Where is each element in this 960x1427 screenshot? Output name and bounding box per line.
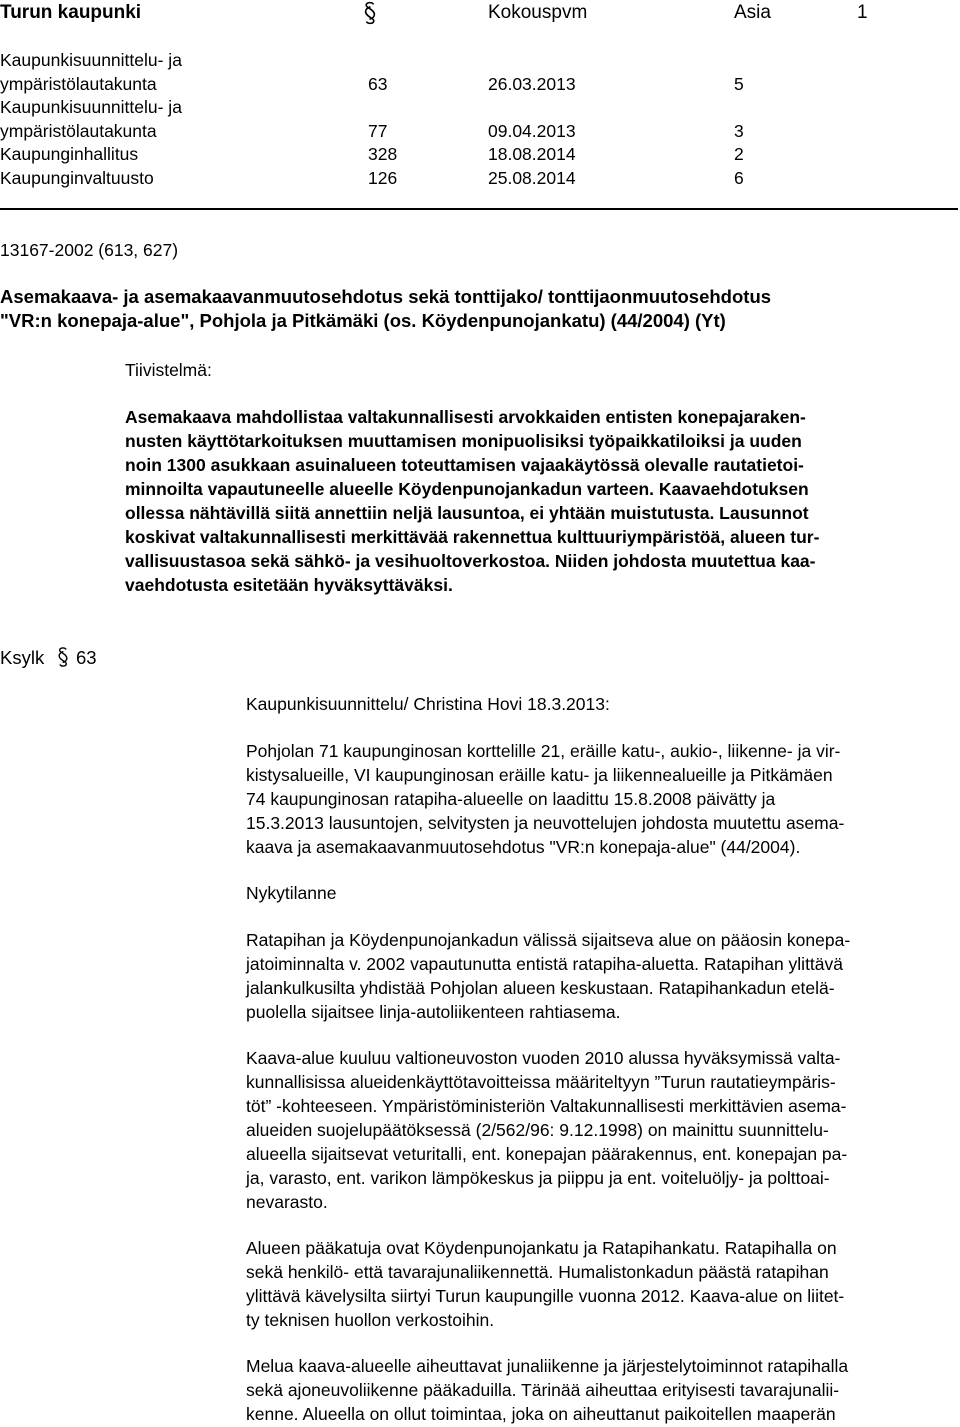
paragraph-line: Kaava-alue kuuluu valtioneuvoston vuoden 2010 alussa hyväksymissä valta- <box>246 1048 841 1068</box>
summary-line: minnoilta vapautuneelle alueelle Köydenpunojankadun varteen. Kaavaehdotuksen <box>125 479 809 499</box>
section-sign-icon <box>362 0 378 26</box>
paragraph-line: Pohjolan 71 kaupunginosan korttelille 21, eräille katu-, aukio-, liikenne- ja vir- <box>246 741 841 761</box>
history-date: 26.03.2013 <box>488 74 576 94</box>
meeting-date-label: Kokouspvm <box>488 2 588 23</box>
history-body-line1: Kaupunkisuunnittelu- ja <box>0 97 182 117</box>
history-item: 5 <box>734 74 744 94</box>
summary-line: vallisuustasoa sekä sähkö- ja vesihuoltoverkostoa. Niiden johdosta muutettua kaa- <box>125 551 816 571</box>
paragraph-line: puolella sijaitsee linja-autoliikenteen rahtiasema. <box>246 1002 621 1022</box>
history-date: 18.08.2014 <box>488 144 576 164</box>
history-body-line2: ympäristölautakunta <box>0 121 157 141</box>
paragraph-line: alueiden suojelupäätöksessä (2/562/96: 9.12.1998) on mainittu suunnittelu- <box>246 1120 829 1140</box>
paragraph-line: kaava ja asemakaavanmuutosehdotus "VR:n konepaja-alue" (44/2004). <box>246 837 801 857</box>
section-sign-icon <box>56 645 70 669</box>
summary-line: noin 1300 asukkaan asuinalueen toteuttamisen vajaakäytössä olevalle rautatietoi- <box>125 455 804 475</box>
history-body-line2: ympäristölautakunta <box>0 74 157 94</box>
item-label: Asia <box>734 2 771 23</box>
case-title-line: Asemakaava- ja asemakaavanmuutosehdotus sekä tonttijako/ tonttijaonmuutosehdotus <box>0 286 772 307</box>
history-item: 6 <box>734 168 744 188</box>
paragraph-line: Alueen pääkatuja ovat Köydenpunojankatu ja Ratapihankatu. Ratapihalla on <box>246 1238 837 1258</box>
paragraph-line: ylittävä kävelysilta siirtyi Turun kaupungille vuonna 2012. Kaava-alue on liitet- <box>246 1286 845 1306</box>
paragraph-line: jalankulkusilta yhdistää Pohjolan alueen keskustaan. Ratapihankadun etelä- <box>246 978 835 998</box>
history-section: 77 <box>368 121 388 141</box>
organization-name: Turun kaupunki <box>0 2 142 23</box>
horizontal-divider <box>0 208 958 210</box>
intro-paragraph <box>246 739 844 859</box>
summary-line: Asemakaava mahdollistaa valtakunnallisesti arvokkaiden entisten konepajaraken- <box>125 407 806 427</box>
history-body-line1: Kaupunginhallitus <box>0 144 139 164</box>
case-title-line: "VR:n konepaja-alue", Pohjola ja Pitkämäki (os. Köydenpunojankatu) (44/2004) (Yt) <box>0 310 726 331</box>
paragraph-line: 74 kaupunginosan ratapiha-alueelle on laadittu 15.8.2008 päivätty ja <box>246 789 776 809</box>
history-date: 09.04.2013 <box>488 121 576 141</box>
paragraph-line: Melua kaava-alueelle aiheuttavat junaliikenne ja järjestelytoiminnot ratapihalla <box>246 1356 849 1376</box>
summary-text <box>125 405 819 597</box>
paragraph-line: kistysalueille, VI kaupunginosan eräille katu- ja liikennealueille ja Pitkämäen <box>246 765 833 785</box>
summary-line: ollessa nähtävillä siitä annettiin neljä lausuntoa, ei yhtään muistutusta. Lausunnot <box>125 503 809 523</box>
paragraph-line: kunnallisissa alueidenkäyttötavoitteissa määriteltyyn ”Turun rautatieympäris- <box>246 1072 836 1092</box>
body-paragraph <box>246 1354 848 1426</box>
summary-line: vaehdotusta esitetään hyväksyttäväksi. <box>125 575 453 595</box>
paragraph-line: ja, varasto, ent. varikon lämpökeskus ja piippu ja ent. voiteluöljy- ja polttoai- <box>246 1168 830 1188</box>
minutes-prefix: Ksylk <box>0 647 45 668</box>
paragraph-line: töt” -kohteeseen. Ympäristöministeriön Valtakunnallisesti merkittävien asema- <box>246 1096 847 1116</box>
summary-label: Tiivistelmä: <box>125 360 212 380</box>
case-number: 13167-2002 (613, 627) <box>0 240 179 260</box>
history-section: 63 <box>368 74 388 94</box>
body-paragraph <box>246 1236 844 1332</box>
case-title <box>0 285 771 333</box>
paragraph-line: sekä ajoneuvoliikenne pääkaduilla. Tärinää aiheuttaa erityisesti tavarajunalii- <box>246 1380 840 1400</box>
paragraph-line: 15.3.2013 lausuntojen, selvitysten ja neuvottelujen johdosta muutettu asema- <box>246 813 845 833</box>
history-body-line1: Kaupunkisuunnittelu- ja <box>0 50 182 70</box>
section-heading: Nykytilanne <box>246 883 337 903</box>
body-paragraph <box>246 1046 847 1214</box>
paragraph-line: nevarasto. <box>246 1192 328 1212</box>
summary-line: koskivat valtakunnallisesti merkittävää rakennettua kulttuuriympäristöä, alueen tur- <box>125 527 820 547</box>
author-line: Kaupunkisuunnittelu/ Christina Hovi 18.3.2013: <box>246 694 610 714</box>
page-number: 1 <box>857 2 868 23</box>
history-item: 3 <box>734 121 744 141</box>
paragraph-line: sekä henkilö- että tavarajunaliikennettä. Humalistonkadun päästä ratapihan <box>246 1262 829 1282</box>
paragraph-line: Ratapihan ja Köydenpunojankadun välissä sijaitseva alue on pääosin konepa- <box>246 930 851 950</box>
history-section: 126 <box>368 168 398 188</box>
history-date: 25.08.2014 <box>488 168 576 188</box>
history-section: 328 <box>368 144 398 164</box>
paragraph-line: kenne. Alueella on ollut toimintaa, joka on aiheuttanut paikoitellen maaperän <box>246 1404 836 1424</box>
history-item: 2 <box>734 144 744 164</box>
body-paragraph <box>246 928 850 1024</box>
summary-line: nusten käyttötarkoituksen muuttamisen monipuolisiksi työpaikkatiloiksi ja uuden <box>125 431 802 451</box>
minutes-number: 63 <box>76 647 97 668</box>
paragraph-line: jatoiminnalta v. 2002 vapautunutta entistä ratapiha-aluetta. Ratapihan ylittävä <box>246 954 844 974</box>
history-body-line1: Kaupunginvaltuusto <box>0 168 154 188</box>
paragraph-line: alueella sijaitsevat veturitalli, ent. konepajan päärakennus, ent. konepajan pa- <box>246 1144 848 1164</box>
paragraph-line: ty teknisen huollon verkostoihin. <box>246 1310 495 1330</box>
